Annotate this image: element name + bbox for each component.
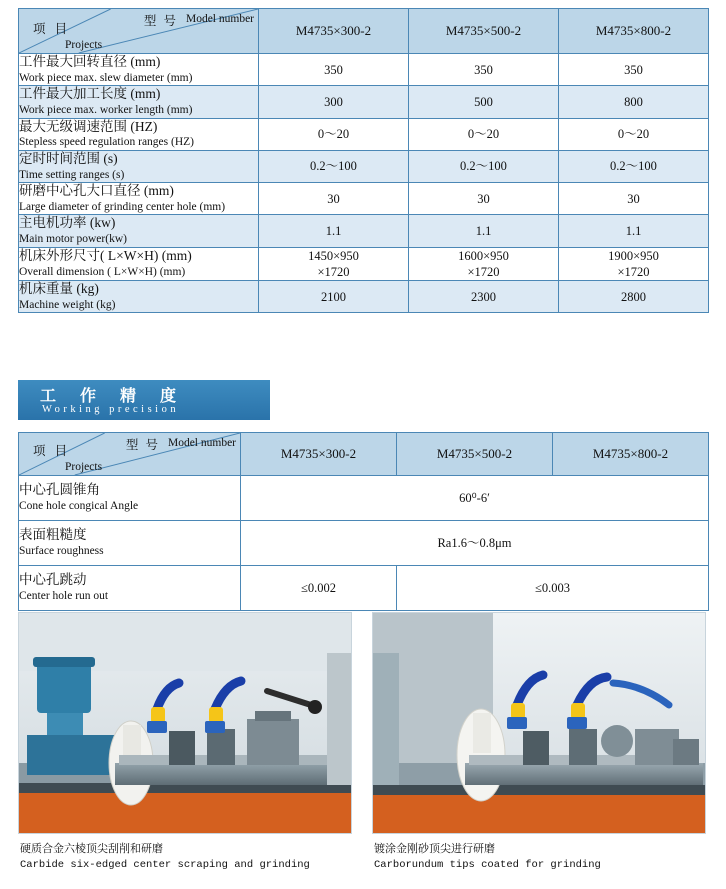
photo-carbide-center-grinding (18, 612, 352, 834)
row-label (19, 247, 259, 281)
row-label-cn: 最大无级调速范围 (HZ) (19, 118, 158, 134)
row-value: 800 (559, 86, 709, 118)
row-value-line1: 1900×950 (608, 248, 659, 263)
caption-left-en: Carbide six-edged center scraping and grinding (20, 858, 310, 871)
section-title-en: Working precision (42, 404, 180, 415)
row-label-cn: 工件最大回转直径 (mm) (19, 54, 161, 69)
row-label-en: Work piece max. worker length (mm) (19, 104, 193, 117)
corner-project-label-en: Projects (65, 461, 103, 473)
header-corner-cell (19, 9, 259, 54)
row-label (19, 566, 241, 611)
row-value: 350 (259, 54, 409, 86)
row-label-cn: 机床重量 (kg) (19, 281, 99, 296)
table-row (19, 521, 709, 566)
row-label-en: Large diameter of grinding center hole (mm) (19, 200, 226, 213)
row-label-cn: 定时时间范围 (s) (19, 150, 118, 166)
row-value: 500 (409, 86, 559, 118)
table-row (19, 86, 709, 118)
precision-table (18, 432, 709, 611)
row-label (19, 118, 259, 150)
table-row (19, 476, 709, 521)
row-value: 30 (559, 183, 709, 215)
row-label-cn: 研磨中心孔大口直径 (mm) (19, 183, 174, 198)
table-header-row (19, 433, 709, 476)
table-header-row (19, 9, 709, 54)
model-header-2: M4735×500-2 (397, 433, 553, 476)
row-label (19, 281, 259, 313)
row-value: 2300 (409, 281, 559, 313)
corner-model-label-en: Model number (167, 437, 236, 449)
row-label (19, 150, 259, 182)
row-value (409, 247, 559, 281)
row-label-en: Overall dimension ( L×W×H) (mm) (19, 266, 186, 278)
row-label-en: Center hole run out (19, 590, 109, 603)
row-label (19, 521, 241, 566)
row-value-line1: 1450×950 (308, 248, 359, 263)
header-corner-cell (19, 433, 241, 476)
model-header-1: M4735×300-2 (259, 9, 409, 54)
row-label-en: Cone hole congical Angle (19, 500, 139, 513)
row-value-merged: Ra1.6～0.8μm (241, 521, 709, 566)
corner-project-label-cn: 项 目 (33, 444, 71, 458)
table-row (19, 118, 709, 150)
row-label-en: Surface roughness (19, 545, 104, 558)
table-row (19, 150, 709, 182)
photo-caption-right (374, 842, 714, 873)
row-value: 0.2～100 (409, 150, 559, 182)
row-label-cn: 表面粗糙度 (19, 527, 87, 543)
row-value: 350 (409, 54, 559, 86)
row-label-en: Machine weight (kg) (19, 298, 116, 311)
table-row (19, 566, 709, 611)
row-value: 0～20 (259, 118, 409, 150)
row-label (19, 183, 259, 215)
row-value-line2: ×1720 (317, 264, 350, 279)
row-label-cn: 工件最大加工长度 (mm) (19, 86, 161, 102)
corner-model-label-en: Model number (185, 13, 254, 25)
table-row (19, 54, 709, 86)
row-value: 0.2～100 (259, 150, 409, 182)
model-header-1: M4735×300-2 (241, 433, 397, 476)
photo-carborundum-tips-grinding (372, 612, 706, 834)
section-title-cn: 工 作 精 度 (40, 388, 187, 405)
row-label-en: Main motor power(kw) (19, 233, 127, 246)
row-value: 2800 (559, 281, 709, 313)
row-value-line2: ×1720 (617, 264, 650, 279)
caption-right-en: Carborundum tips coated for grinding (374, 858, 601, 871)
photo-caption-left (20, 842, 360, 873)
row-label-cn: 中心孔圆锥角 (19, 482, 100, 498)
row-value: 0～20 (559, 118, 709, 150)
row-label (19, 86, 259, 118)
row-label-cn: 主电机功率 (kw) (19, 215, 116, 231)
model-header-3: M4735×800-2 (553, 433, 709, 476)
row-label-cn: 中心孔跳动 (19, 572, 87, 588)
corner-project-label-en: Projects (65, 39, 103, 51)
row-value: 30 (259, 183, 409, 215)
section-title-working-precision (18, 380, 270, 420)
caption-left-cn: 硬质合金六棱顶尖刮削和研磨 (20, 843, 163, 855)
row-label (19, 215, 259, 247)
row-value: 0.2～100 (559, 150, 709, 182)
row-value: 30 (409, 183, 559, 215)
table-row (19, 281, 709, 313)
caption-right-cn: 镀涂金刚砂顶尖进行研磨 (374, 843, 495, 855)
row-label-en: Stepless speed regulation ranges (HZ) (19, 136, 195, 149)
row-value: 1.1 (259, 215, 409, 247)
row-label-en: Work piece max. slew diameter (mm) (19, 71, 193, 84)
corner-model-label-cn: 型 号 (125, 438, 160, 452)
table-row (19, 247, 709, 281)
row-label (19, 54, 259, 86)
row-value-merged: 60⁰-6′ (241, 476, 709, 521)
row-value: 1.1 (559, 215, 709, 247)
table-row (19, 183, 709, 215)
corner-model-label-cn: 型 号 (143, 14, 178, 28)
row-value: 1.1 (409, 215, 559, 247)
specification-table (18, 8, 709, 313)
row-label-cn: 机床外形尺寸( L×W×H) (mm) (19, 248, 192, 264)
row-value: 2100 (259, 281, 409, 313)
row-label (19, 476, 241, 521)
row-label-en: Time setting ranges (s) (19, 168, 125, 181)
row-value: 350 (559, 54, 709, 86)
row-value-line2: ×1720 (467, 264, 500, 279)
row-value: 0～20 (409, 118, 559, 150)
row-value (259, 247, 409, 281)
machine-photo-left-illustration (19, 613, 351, 833)
row-value: 300 (259, 86, 409, 118)
row-value-rest: ≤0.003 (397, 566, 709, 611)
model-header-3: M4735×800-2 (559, 9, 709, 54)
row-value-first: ≤0.002 (241, 566, 397, 611)
machine-photo-right-illustration (373, 613, 705, 833)
table-row (19, 215, 709, 247)
row-value-line1: 1600×950 (458, 248, 509, 263)
row-value (559, 247, 709, 281)
corner-project-label-cn: 项 目 (33, 22, 71, 36)
model-header-2: M4735×500-2 (409, 9, 559, 54)
